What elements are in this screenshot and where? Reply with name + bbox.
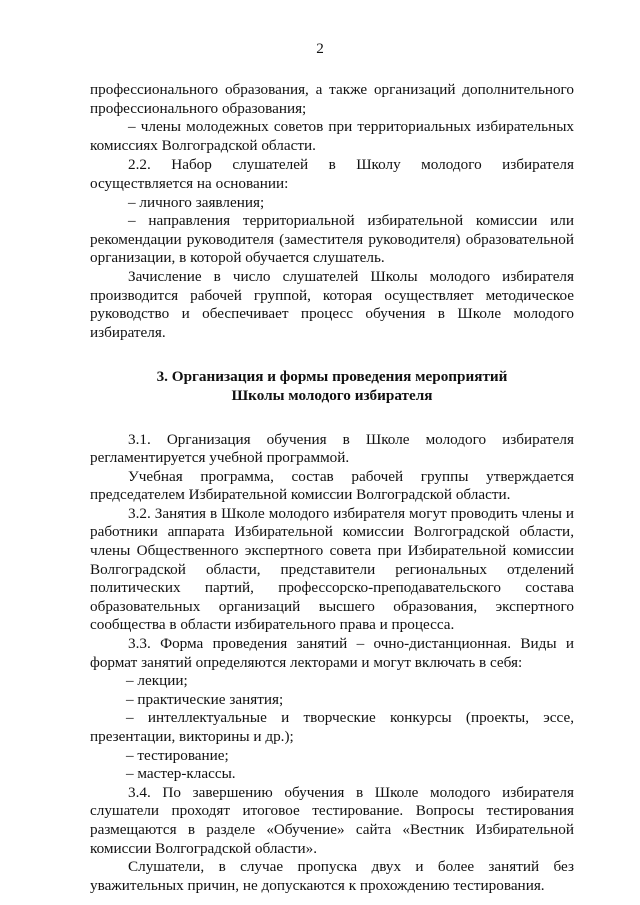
list-item: – интеллектуальные и творческие конкурсы (проекты, эссе, презентации, викторины и др.); bbox=[90, 709, 574, 745]
list-item: – направления территориальной избирательной комиссии или рекомендации руководителя (заместителя руководителя) образовательной организации, в которой обучается слушатель. bbox=[90, 212, 574, 267]
clause-3-1: 3.1. Организация обучения в Школе молодого избирателя регламентируется учебной программой. bbox=[90, 430, 574, 467]
paragraph: профессионального образования, а также организаций дополнительного профессионального образования; bbox=[90, 81, 574, 117]
clause-3-2: 3.2. Занятия в Школе молодого избирателя могут проводить члены и работники аппарата Избирательной комиссии Волгоградской области, члены Общественного экспертного совета при Избирательной комиссии Волгоградской области, представители региональных отделений политических партий, профессорско-преподавательского состава образовательных организаций высшего образования, экспертного сообщества в области избирательного права и процесса. bbox=[90, 504, 574, 634]
paragraph: Зачисление в число слушателей Школы молодого избирателя производится рабочей группой, которая осуществляет методическое руководство и обеспечивает процесс обучения в Школе молодого избирателя. bbox=[90, 267, 574, 341]
list-item: – практические занятия; bbox=[126, 690, 284, 708]
clause-2-2: 2.2. Набор слушателей в Школу молодого избирателя осуществляется на основании: bbox=[90, 156, 574, 192]
clause-3-4: 3.4. По завершению обучения в Школе молодого избирателя слушатели проходят итоговое тестирование. Вопросы тестирования размещаются в разделе «Обучение» сайта «Вестник Избирательной комиссии Волгоградской области». bbox=[90, 783, 574, 857]
list-item: – личного заявления; bbox=[128, 193, 265, 211]
list-item: – члены молодежных советов при территориальных избирательных комиссиях Волгоградской области. bbox=[90, 118, 574, 154]
list-item: – мастер-классы. bbox=[126, 765, 236, 783]
page-number: 2 bbox=[316, 40, 324, 57]
document-body bbox=[90, 81, 574, 895]
list-item: – тестирование; bbox=[126, 746, 229, 764]
list-item: – лекции; bbox=[126, 672, 188, 690]
section-heading-line2: Школы молодого избирателя bbox=[231, 386, 433, 404]
section-heading bbox=[90, 368, 574, 405]
clause-3-3: 3.3. Форма проведения занятий – очно-дистанционная. Виды и формат занятий определяются лекторами и могут включать в себя: bbox=[90, 635, 574, 671]
paragraph: Учебная программа, состав рабочей группы утверждается председателем Избирательной комиссии Волгоградской области. bbox=[90, 467, 574, 504]
paragraph: Слушатели, в случае пропуска двух и более занятий без уважительных причин, не допускаются к прохождению тестирования. bbox=[90, 858, 574, 894]
section-heading-line1: 3. Организация и формы проведения мероприятий bbox=[156, 368, 508, 386]
